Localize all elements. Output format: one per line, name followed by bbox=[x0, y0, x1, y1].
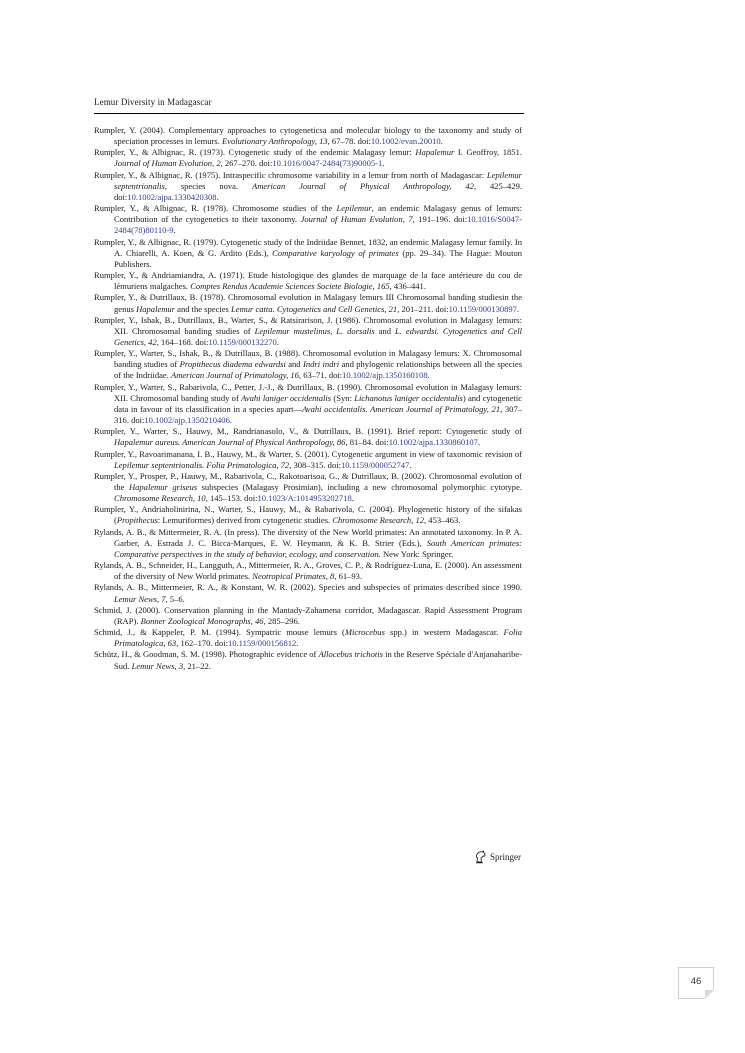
reference-italic-text: Hapalemur bbox=[415, 147, 455, 158]
reference-text: Rumpler, Y., & Albignac, R. (1979). Cytogenetic study of the Indriidae Bennet, 1832, an endemic Malagasy lemur family. In A. Chiarelli, A. Koen, & G. Ardito (Eds.), bbox=[94, 236, 522, 258]
reference-entry bbox=[94, 582, 522, 604]
reference-text: Rumpler, Y., & Andriamiandra, A. (1971). Etude histologique des glandes de marquage de la face antérieure du cou de lémuriens malgaches. bbox=[94, 270, 522, 292]
reference-text: . bbox=[296, 638, 299, 649]
reference-italic-text: Bonner Zoological Monographs, 46 bbox=[140, 615, 264, 626]
reference-text: . New York: Springer. bbox=[378, 548, 454, 559]
reference-text: , 5–6. bbox=[165, 593, 185, 604]
reference-italic-text: American Journal of Primatology, 16 bbox=[170, 370, 299, 381]
doi-link[interactable]: 10.1016/0047-2484(73)90005-1 bbox=[272, 158, 383, 169]
page-number-box bbox=[678, 967, 714, 999]
reference-text: . bbox=[409, 459, 412, 470]
doi-link[interactable]: 10.1016/S0047-2484(78)80110-9 bbox=[114, 214, 522, 236]
reference-entry bbox=[94, 292, 522, 314]
reference-entry bbox=[94, 382, 522, 427]
reference-text: I. Geoffroy, 1851. bbox=[454, 147, 522, 158]
reference-text: , 164–168. doi: bbox=[156, 336, 209, 347]
doi-link[interactable]: 10.1002/ajp.1350210406 bbox=[144, 415, 230, 426]
reference-italic-text: Lemur News, 3 bbox=[131, 660, 184, 671]
springer-horse-icon bbox=[474, 850, 487, 864]
reference-italic-text: Propithecus bbox=[116, 515, 158, 526]
reference-text: (Syn: bbox=[331, 392, 355, 403]
page-curl-corner bbox=[705, 990, 714, 999]
reference-entry bbox=[94, 125, 522, 147]
reference-text: , 81–84. doi: bbox=[345, 437, 389, 448]
reference-italic-text: Lepilemur mustelinus, L. dorsalis bbox=[254, 325, 375, 336]
reference-text: . bbox=[276, 336, 279, 347]
reference-italic-text: Folia Primatologica, 63 bbox=[114, 627, 522, 649]
reference-entry bbox=[94, 315, 522, 348]
reference-text: . bbox=[516, 303, 520, 314]
reference-entry bbox=[94, 527, 522, 560]
reference-italic-text: Comptes Rendus Academie Sciences Societe Biologie, 165 bbox=[190, 281, 390, 292]
reference-text: Rumpler, Y., Ishak, B., Dutrillaux, B., Warter, S., & Ratsirarison, J. (1986). Chromosomal evolution in Malagasy lemurs: XII. Chromosomal banding studies of bbox=[94, 314, 522, 336]
reference-italic-text: Hapalemur aureus. American Journal of Physical Anthropology, 86 bbox=[114, 437, 346, 448]
reference-entry bbox=[94, 147, 522, 169]
reference-italic-text: Hapalemur griseus bbox=[128, 482, 198, 492]
reference-text: Rumpler, Y. (2004). Complementary approaches to cytogeneticsa and molecular biology to the taxonomy and study of speciation processes in lemurs. bbox=[94, 125, 522, 147]
reference-text: and bbox=[285, 359, 303, 370]
reference-italic-text: Chromosome Research, 12 bbox=[332, 515, 425, 526]
doi-link[interactable]: 10.1159/000156812 bbox=[227, 638, 297, 649]
header-rule bbox=[94, 113, 524, 114]
reference-entry bbox=[94, 203, 522, 236]
reference-text: and bbox=[374, 325, 395, 336]
reference-text: Rumpler, Y., Warter, S., Hauwy, M., Randrianasolo, V., & Dutrillaux, B. (1991). Brief report: Cytogenetic study of bbox=[94, 426, 522, 437]
reference-entry bbox=[94, 170, 522, 203]
reference-italic-text: Lemur News, 7 bbox=[114, 593, 166, 604]
reference-text: Rumpler, Y., Ravoarimanana, I. B., Hauwy, M., & Warter, S. (2001). Cytogenetic argument in view of taxonomic revision of bbox=[94, 448, 522, 459]
reference-text: , 201–211. doi: bbox=[397, 303, 449, 314]
doi-link[interactable]: 10.1159/000132270 bbox=[208, 336, 277, 347]
reference-text: Schmid, J., & Kappeler, P. M. (1994). Sympatric mouse lemurs ( bbox=[94, 627, 345, 638]
reference-italic-text: Journal of Human Evolution, 7 bbox=[300, 214, 413, 225]
reference-text: . bbox=[216, 191, 219, 202]
reference-text: , an endemic Malagasy genus of lemurs: Contribution of the cytogenetics to their taxonomy. bbox=[114, 203, 522, 225]
reference-text: Rumpler, Y., Warter, S., Rabarivola, C., Petter, J.-J., & Dutrillaux, B. (1990). Chromosomal evolution in Malagasy lemurs: XII. Chromosomal banding study of bbox=[94, 381, 522, 403]
reference-entry bbox=[94, 649, 522, 671]
reference-italic-text: Lichanotus laniger occidentalis bbox=[354, 392, 463, 403]
reference-entry bbox=[94, 605, 522, 627]
reference-italic-text: Hapalemur bbox=[136, 303, 176, 314]
doi-link[interactable]: 10.1159/000052747 bbox=[340, 459, 410, 470]
reference-italic-text: Journal of Human Evolution, 2 bbox=[114, 158, 221, 169]
reference-text: spp.) in western Madagascar. bbox=[384, 627, 504, 638]
reference-entry bbox=[94, 471, 522, 504]
reference-text: subspecies (Malagasy Prosimian), including a new chromosomal polymorphic cytotype. bbox=[197, 482, 522, 492]
springer-logo bbox=[474, 850, 521, 864]
reference-text: , 21–22. bbox=[183, 660, 211, 671]
doi-link[interactable]: 10.1023/A:1014953202718 bbox=[257, 493, 352, 504]
reference-italic-text: Comparative karyology of primates bbox=[272, 247, 399, 258]
reference-text: , 61–93. bbox=[334, 571, 363, 582]
reference-text: . bbox=[477, 437, 481, 448]
doi-link[interactable]: 10.1002/evan.20010 bbox=[370, 136, 441, 147]
reference-entry bbox=[94, 504, 522, 526]
reference-italic-text: Lepilemur bbox=[336, 203, 372, 214]
running-title: Lemur Diversity in Madagascar bbox=[94, 97, 212, 107]
reference-italic-text: Evolutionary Anthropology, 13 bbox=[222, 136, 328, 147]
reference-text: and phylogenic relationships between all the species of the Indriidae. bbox=[114, 359, 523, 381]
reference-text: , 307–316. doi: bbox=[114, 403, 522, 426]
reference-italic-text: Propithecus diadema edwardsi bbox=[179, 359, 286, 370]
doi-link[interactable]: 10.1002/ajpa.1330420308 bbox=[127, 191, 217, 202]
reference-italic-text: Lemur catta. Cytogenetics and Cell Genetics, 21 bbox=[231, 303, 398, 314]
page-number: 46 bbox=[690, 976, 702, 987]
doi-link[interactable]: 10.1002/ajpa.1330860107 bbox=[388, 437, 478, 448]
reference-text: : Lemuriformes) derived from cytogenetic studies. bbox=[157, 515, 333, 526]
reference-text: and the species bbox=[175, 303, 232, 314]
reference-text: , 267–270. doi: bbox=[220, 158, 273, 169]
reference-text: . bbox=[382, 158, 385, 169]
reference-entry bbox=[94, 560, 522, 582]
reference-entry bbox=[94, 449, 522, 471]
reference-italic-text: Avahi laniger occidentalis bbox=[241, 392, 332, 403]
reference-text: Rumpler, Y., Prosper, P., Hauwy, M., Rabarivola, C., Rakotoarisoa, G., & Dutrillaux, B. (2002). Chromosomal evolution of the bbox=[94, 470, 522, 492]
reference-text: . bbox=[229, 415, 232, 426]
reference-text: . bbox=[351, 493, 354, 504]
reference-entry bbox=[94, 237, 522, 270]
reference-text: in the Reserve Spéciale d'Anjanaharibe-Sud. bbox=[114, 649, 522, 671]
reference-italic-text: Microcebus bbox=[344, 627, 385, 638]
reference-text: Rumpler, Y., Warter, S., Ishak, B., & Dutrillaux, B. (1988). Chromosomal evolution in Malagasy lemurs: X. Chromosomal banding studies of bbox=[94, 348, 522, 370]
reference-text: , 162–170. doi: bbox=[176, 638, 228, 649]
reference-text: (pp. 29–34). The Hague: Mouton Publishers. bbox=[114, 247, 522, 269]
reference-italic-text: L. edwardsi. Cytogenetics and Cell Genetics, 42 bbox=[114, 325, 523, 347]
reference-text: Rumpler, Y., & Albignac, R. (1973). Cytogenetic study of the endemic Malagasy lemur: bbox=[94, 147, 416, 158]
reference-italic-text: Lepilemur septentrionalis. Folia Primatologica, 72 bbox=[114, 459, 290, 470]
reference-text: , 191–196. doi: bbox=[412, 214, 468, 225]
reference-text: Rumpler, Y., & Albignac, R. (1978). Chromosome studies of the bbox=[94, 203, 337, 214]
reference-italic-text: South American primates: Comparative perspectives in the study of behavior, ecology, and conservation bbox=[114, 537, 522, 559]
reference-text: . bbox=[173, 225, 176, 236]
reference-text: Schmid, J. (2000). Conservation planning in the Mantady-Zahamena corridor, Madagascar. Rapid Assessment Program (RAP). bbox=[94, 604, 522, 626]
reference-text: , 308–315. doi: bbox=[289, 459, 341, 470]
reference-italic-text: Indri indri bbox=[302, 359, 340, 370]
reference-italic-text: Chromosome Research, 10 bbox=[114, 493, 206, 504]
reference-text: , 425–429. doi: bbox=[114, 180, 523, 202]
reference-text: Schütz, H., & Goodman, S. M. (1998). Photographic evidence of bbox=[94, 649, 319, 660]
reference-text: Rumpler, Y., Andriaholinirina, N., Warter, S., Hauwy, M., & Rabarivola, C. (2004). Phylogenetic history of the sifakas ( bbox=[94, 504, 522, 526]
reference-italic-text: Avahi occidentalis. American Journal of Primatology, 21 bbox=[302, 403, 501, 414]
reference-text: Rylands, A. B., & Mittermeier, R. A. (In press). The diversity of the New World primates: An annotated taxonomy. In P. A. Garber, A. Estrada J. C. Bicca-Marques, E. W. Heymann, & K. B. Strier (Eds.), bbox=[94, 526, 522, 548]
reference-text: , species nova. bbox=[164, 180, 252, 191]
reference-entry bbox=[94, 348, 522, 381]
reference-entry bbox=[94, 426, 522, 448]
reference-text: , 453–463. bbox=[424, 515, 461, 526]
reference-text: . bbox=[427, 370, 430, 381]
publisher-name: Springer bbox=[490, 852, 521, 862]
reference-text: , 63–71. doi: bbox=[298, 370, 343, 381]
reference-italic-text: Neotropical Primates, 8 bbox=[252, 571, 335, 582]
reference-text: , 436–441. bbox=[389, 281, 426, 292]
reference-text: Rylands, A. B., Schneider, H., Langguth, A., Mittermeier, R. A., Groves, C. P., & Rodríguez-Luna, E. (2000). An assessment of the diversity of New World primates. bbox=[94, 560, 522, 582]
reference-text: , 145–153. doi: bbox=[205, 493, 258, 504]
reference-text: . bbox=[440, 136, 443, 147]
reference-italic-text: American Journal of Physical Anthropology, 42 bbox=[251, 180, 474, 191]
reference-text: ) and cytogenetic data in favour of its classification in a species apart— bbox=[114, 392, 522, 414]
reference-italic-text: Lepilemur septentrionalis bbox=[114, 169, 522, 191]
reference-text: , 285–296. bbox=[263, 615, 300, 626]
reference-text: Rylands, A. B., Mittermeier, R. A., & Konstant, W. R. (2002). Species and subspecies of primates described since 1990. bbox=[94, 582, 522, 593]
reference-entry bbox=[94, 270, 522, 292]
reference-text: Rumpler, Y., & Albignac, R. (1975). Intraspecific chromosome variability in a lemur from north of Madagascar: bbox=[94, 169, 487, 180]
doi-link[interactable]: 10.1002/ajp.1350160108 bbox=[342, 370, 428, 381]
reference-text: Rumpler, Y., & Dutrillaux, B. (1978). Chromosomal evolution in Malagasy lemurs III Chromosomal banding studiesin the genus bbox=[94, 292, 522, 314]
reference-italic-text: Allocebus trichotis bbox=[318, 649, 383, 660]
running-header bbox=[94, 97, 524, 114]
reference-list bbox=[94, 125, 522, 672]
reference-entry bbox=[94, 627, 522, 649]
doi-link[interactable]: 10.1159/000130897 bbox=[448, 303, 517, 314]
reference-text: , 67–78. doi: bbox=[327, 136, 371, 147]
